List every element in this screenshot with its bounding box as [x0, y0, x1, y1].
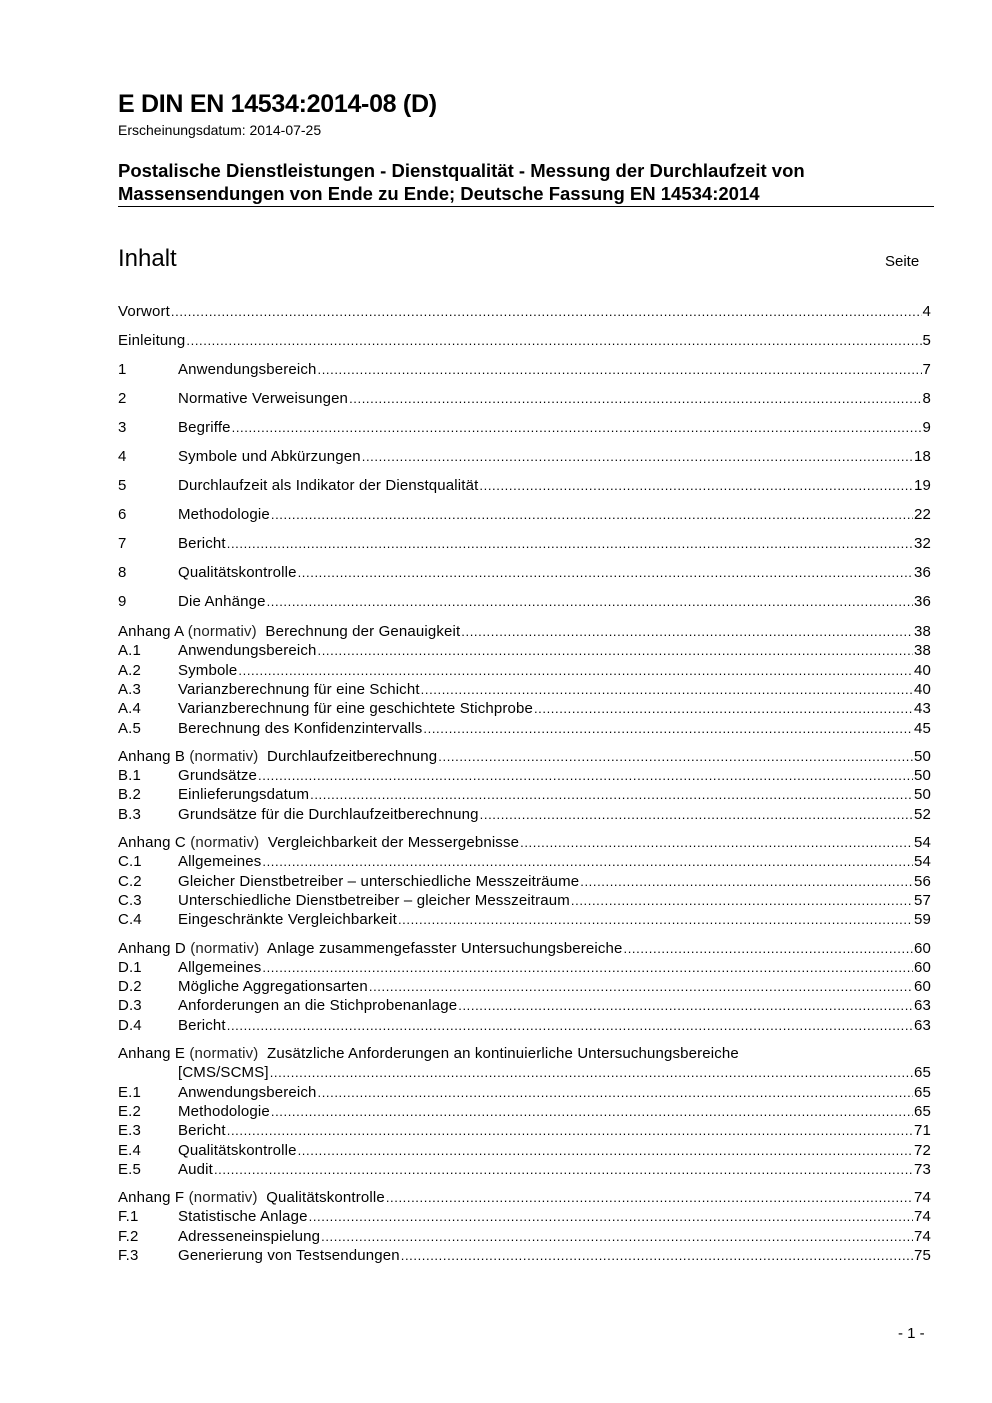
toc-entry[interactable] [118, 300, 931, 320]
toc-entry-title: Methodologie [178, 506, 270, 523]
toc-entry[interactable] [118, 831, 931, 851]
toc-entry-number: E.1 [118, 1083, 141, 1101]
toc-entry-page: 65 [914, 1064, 931, 1082]
toc-entry-page: 52 [914, 805, 931, 823]
toc-entry[interactable] [118, 870, 931, 890]
toc-dot-leader [461, 623, 913, 640]
toc-entry-page: 74 [914, 1208, 931, 1226]
toc-dot-leader [398, 911, 913, 928]
toc-entry-page: 56 [914, 872, 931, 890]
toc-dot-leader [571, 892, 913, 909]
toc-dot-leader [270, 1064, 913, 1081]
toc-entry[interactable] [118, 1158, 931, 1178]
toc-entry[interactable] [118, 590, 931, 610]
toc-entry-page: 38 [914, 642, 931, 660]
toc-entry[interactable] [118, 445, 931, 465]
toc-entry[interactable] [118, 975, 931, 995]
toc-dot-leader [580, 873, 913, 890]
toc-entry-page: 60 [914, 978, 931, 996]
toc-dot-leader [262, 959, 913, 976]
toc-entry[interactable] [118, 803, 931, 823]
toc-entry[interactable] [118, 1225, 931, 1245]
annex-label: Anhang C [118, 834, 191, 851]
toc-dot-leader [480, 806, 913, 823]
toc-entry[interactable] [118, 889, 931, 909]
toc-entry[interactable] [118, 697, 931, 717]
toc-entry-page: 74 [914, 1189, 931, 1207]
toc-entry-title: Bericht [178, 1122, 226, 1140]
toc-entry-number: F.2 [118, 1227, 139, 1245]
annex-type: (normativ) [188, 1189, 258, 1207]
toc-entry[interactable] [118, 1042, 931, 1062]
toc-entry-page: 19 [914, 477, 931, 494]
toc-entry-page: 65 [914, 1083, 931, 1101]
toc-entry-title: Vorwort [118, 303, 170, 320]
toc-dot-leader [227, 535, 913, 552]
toc-entry-page: 36 [914, 593, 931, 610]
toc-dot-leader [271, 506, 913, 523]
toc-entry[interactable] [118, 532, 931, 552]
toc-entry-page: 8 [922, 390, 931, 407]
title-divider [118, 206, 934, 207]
toc-dot-leader [369, 978, 913, 995]
toc-page-column-label: Seite [885, 253, 920, 270]
toc-entry-number: A.2 [118, 661, 141, 679]
toc-entry-page: 32 [914, 535, 931, 552]
toc-entry[interactable] [118, 358, 931, 378]
publication-date: Erscheinungsdatum: 2014-07-25 [118, 122, 322, 138]
annex-title [118, 748, 437, 765]
toc-entry-number: E.2 [118, 1102, 141, 1120]
toc-dot-leader [171, 303, 922, 320]
toc-entry[interactable] [118, 1244, 931, 1264]
document-id: E DIN EN 14534:2014-08 (D) [118, 90, 437, 118]
annex-title [118, 1045, 739, 1062]
toc-entry[interactable] [118, 474, 931, 494]
toc-entry-page: 50 [914, 747, 931, 765]
toc-entry-number: 7 [118, 535, 127, 552]
toc-entry-page: 65 [914, 1102, 931, 1120]
toc-dot-leader [317, 642, 913, 659]
toc-entry[interactable] [118, 1139, 931, 1159]
toc-entry-number: B.2 [118, 786, 141, 804]
toc-entry[interactable] [118, 956, 931, 976]
toc-entry-page: 63 [914, 997, 931, 1015]
toc-entry-number: B.3 [118, 805, 141, 823]
toc-entry[interactable] [118, 659, 931, 679]
toc-entry-title: Grundsätze [178, 767, 258, 785]
toc-entry-number: E.3 [118, 1122, 141, 1140]
toc-entry-title: Bericht [178, 1016, 226, 1034]
toc-dot-leader [534, 700, 913, 717]
toc-entry-number: 1 [118, 361, 127, 378]
toc-entry-number: D.2 [118, 978, 142, 996]
toc-entry[interactable] [118, 1119, 931, 1139]
toc-dot-leader [423, 720, 913, 737]
toc-entry-page: 73 [914, 1160, 931, 1178]
toc-entry-title: Unterschiedliche Dienstbetreiber – gleicher Messzeitraum [178, 891, 570, 909]
toc-entry-page: 45 [914, 719, 931, 737]
toc-entry-number: E.5 [118, 1160, 141, 1178]
toc-entry-number: 8 [118, 564, 127, 581]
annex-heading: Durchlaufzeitberechnung [258, 747, 438, 765]
toc-entry-number: 9 [118, 593, 127, 610]
toc-entry-page: 40 [914, 661, 931, 679]
toc-dot-leader [267, 593, 913, 610]
toc-entry-page: 57 [914, 891, 931, 909]
toc-entry[interactable] [118, 1100, 931, 1120]
toc-entry-title: Einlieferungsdatum [178, 786, 310, 804]
toc-entry-number: 6 [118, 506, 127, 523]
toc-entry-title: Berechnung des Konfidenzintervalls [178, 719, 423, 737]
toc-entry[interactable] [118, 1081, 931, 1101]
toc-dot-leader [479, 477, 913, 494]
toc-entry-page: 75 [914, 1247, 931, 1264]
toc-entry[interactable] [118, 1205, 931, 1225]
toc-entry-number: C.1 [118, 853, 142, 871]
toc-entry-page: 60 [914, 958, 931, 976]
annex-label: Anhang F [118, 1189, 189, 1207]
annex-title [118, 940, 623, 957]
toc-entry-title: Eingeschränkte Vergleichbarkeit [178, 911, 397, 929]
toc-dot-leader [227, 1017, 913, 1034]
toc-entry-page: 7 [922, 361, 931, 378]
toc-entry-title: Allgemeines [178, 958, 262, 976]
annex-heading: Qualitätskontrolle [257, 1189, 385, 1207]
toc-entry-page: 50 [914, 786, 931, 804]
toc-dot-leader [310, 786, 913, 803]
toc-entry-title: Grundsätze für die Durchlaufzeitberechnung [178, 805, 479, 823]
toc-entry-title: Audit [178, 1160, 213, 1178]
toc-entry-page: 50 [914, 767, 931, 785]
toc-entry-number: 2 [118, 390, 127, 407]
toc-entry[interactable] [118, 1186, 931, 1206]
toc-entry[interactable] [118, 1061, 931, 1081]
toc-entry-page: 22 [914, 506, 931, 523]
toc-dot-leader [238, 662, 913, 679]
toc-dot-leader [186, 332, 921, 349]
toc-entry[interactable] [118, 717, 931, 737]
toc-dot-leader [232, 419, 922, 436]
toc-entry-number: D.1 [118, 958, 142, 976]
toc-entry-title: Durchlaufzeit als Indikator der Dienstqualität [178, 477, 479, 494]
toc-entry[interactable] [118, 416, 931, 436]
annex-label: Anhang D [118, 939, 191, 957]
toc-entry-title: Symbole und Abkürzungen [178, 448, 361, 465]
toc-entry-title: Anwendungsbereich [178, 642, 317, 660]
toc-entry-title: Einleitung [118, 332, 186, 349]
toc-dot-leader [262, 853, 913, 870]
toc-entry-page: 74 [914, 1227, 931, 1245]
toc-entry-page: 9 [922, 419, 931, 436]
toc-dot-leader [258, 767, 913, 784]
toc-dot-leader [298, 1142, 913, 1159]
toc-entry-title: Qualitätskontrolle [178, 564, 297, 581]
annex-type: (normativ) [189, 1045, 259, 1062]
toc-entry-number: A.4 [118, 700, 141, 718]
toc-entry-page: 59 [914, 911, 931, 929]
toc-entry-title: Mögliche Aggregationsarten [178, 978, 368, 996]
toc-entry[interactable] [118, 783, 931, 803]
document-title-line-1: Postalische Dienstleistungen - Dienstqualität - Messung der Durchlaufzeit von [118, 160, 805, 181]
toc-dot-leader [271, 1103, 913, 1120]
toc-entry-title: Generierung von Testsendungen [178, 1247, 400, 1264]
toc-entry-number: 3 [118, 419, 127, 436]
toc-entry[interactable] [118, 994, 931, 1014]
toc-entry[interactable] [118, 908, 931, 928]
toc-entry-title: Statistische Anlage [178, 1208, 308, 1226]
toc-entry-page: 54 [914, 853, 931, 871]
toc-entry[interactable] [118, 561, 931, 581]
toc-heading: Inhalt [118, 245, 177, 272]
toc-entry-number: C.2 [118, 872, 142, 890]
toc-entry-number: 4 [118, 448, 127, 465]
annex-type: (normativ) [187, 623, 257, 640]
toc-entry-page: 18 [914, 448, 931, 465]
toc-entry-title: Bericht [178, 535, 226, 552]
toc-entry-number: C.4 [118, 911, 142, 929]
toc-entry[interactable] [118, 764, 931, 784]
toc-dot-leader [421, 681, 913, 698]
annex-label: Anhang E [118, 1045, 190, 1062]
toc-entry[interactable] [118, 745, 931, 765]
annex-heading: Anlage zusammengefasster Untersuchungsbereiche [259, 939, 623, 957]
toc-entry-page: 5 [922, 332, 931, 349]
toc-dot-leader [458, 997, 913, 1014]
toc-dot-leader [362, 448, 913, 465]
toc-entry-page: 60 [914, 939, 931, 957]
toc-dot-leader [349, 390, 921, 407]
toc-entry-page: 54 [914, 834, 931, 851]
toc-dot-leader [309, 1208, 913, 1225]
toc-entry[interactable] [118, 678, 931, 698]
toc-entry-number: D.4 [118, 1016, 142, 1034]
toc-entry-title: Anwendungsbereich [178, 1083, 317, 1101]
toc-entry[interactable] [118, 329, 931, 349]
toc-entry-title: Normative Verweisungen [178, 390, 349, 407]
annex-title [118, 1189, 385, 1206]
toc-dot-leader [298, 564, 913, 581]
toc-entry-page: 4 [922, 303, 931, 320]
toc-entry-title: Die Anhänge [178, 593, 266, 610]
toc-entry-page: 43 [914, 700, 931, 718]
toc-entry-number: B.1 [118, 767, 141, 785]
toc-entry-number: F.1 [118, 1208, 139, 1226]
toc-entry-page: 63 [914, 1016, 931, 1034]
annex-heading: Zusätzliche Anforderungen an kontinuierliche Untersuchungsbereiche [258, 1045, 739, 1062]
toc-entry-title: Anforderungen an die Stichprobenanlage [178, 997, 458, 1015]
toc-entry-title: Symbole [178, 661, 238, 679]
toc-entry[interactable] [118, 503, 931, 523]
toc-entry-number: A.1 [118, 642, 141, 660]
toc-entry-number: 5 [118, 477, 127, 494]
toc-dot-leader [317, 361, 921, 378]
annex-type: (normativ) [189, 747, 259, 765]
toc-dot-leader [386, 1189, 913, 1206]
annex-label: Anhang B [118, 747, 190, 765]
toc-entry-title: Methodologie [178, 1102, 270, 1120]
toc-entry-number: C.3 [118, 891, 142, 909]
toc-dot-leader [227, 1122, 913, 1139]
toc-entry[interactable] [118, 620, 931, 640]
toc-dot-leader [321, 1228, 913, 1245]
annex-heading-continued: [CMS/SCMS] [178, 1064, 269, 1082]
document-title-line-2: Massensendungen von Ende zu Ende; Deutsche Fassung EN 14534:2014 [118, 183, 760, 204]
toc-entry-number: E.4 [118, 1141, 141, 1159]
toc-dot-leader [401, 1247, 913, 1264]
toc-entry[interactable] [118, 639, 931, 659]
toc-dot-leader [624, 940, 914, 957]
page-number: - 1 - [898, 1325, 925, 1342]
toc-entry-title: Qualitätskontrolle [178, 1141, 297, 1159]
toc-dot-leader [317, 1084, 913, 1101]
toc-entry[interactable] [118, 937, 931, 957]
toc-entry-title: Gleicher Dienstbetreiber – unterschiedliche Messzeiträume [178, 872, 580, 890]
annex-type: (normativ) [190, 834, 260, 851]
annex-label: Anhang A [118, 623, 188, 640]
annex-type: (normativ) [190, 939, 260, 957]
toc-entry-number: A.5 [118, 719, 141, 737]
toc-entry-page: 72 [914, 1141, 931, 1159]
annex-heading: Vergleichbarkeit der Messergebnisse [259, 834, 520, 851]
toc-entry-number: D.3 [118, 997, 142, 1015]
toc-entry-title: Begriffe [178, 419, 231, 436]
annex-title [118, 623, 460, 640]
toc-entry-title: Anwendungsbereich [178, 361, 317, 378]
toc-entry-page: 71 [914, 1122, 931, 1140]
toc-entry-page: 40 [914, 680, 931, 698]
toc-dot-leader [214, 1161, 913, 1178]
toc-entry[interactable] [118, 387, 931, 407]
toc-entry-title: Allgemeines [178, 853, 262, 871]
toc-entry[interactable] [118, 850, 931, 870]
toc-entry-title: Varianzberechnung für eine Schicht [178, 680, 420, 698]
toc-dot-leader [520, 834, 913, 851]
toc-entry-page: 38 [914, 623, 931, 640]
toc-entry-page: 36 [914, 564, 931, 581]
toc-entry[interactable] [118, 1014, 931, 1034]
toc-entry-title: Varianzberechnung für eine geschichtete Stichprobe [178, 700, 533, 718]
document-title [118, 159, 938, 205]
annex-title [118, 834, 519, 851]
toc-entry-title: Adresseneinspielung [178, 1227, 321, 1245]
annex-heading: Berechnung der Genauigkeit [256, 623, 461, 640]
toc-dot-leader [438, 748, 913, 765]
toc-entry-number: F.3 [118, 1247, 139, 1264]
toc-entry-number: A.3 [118, 680, 141, 698]
